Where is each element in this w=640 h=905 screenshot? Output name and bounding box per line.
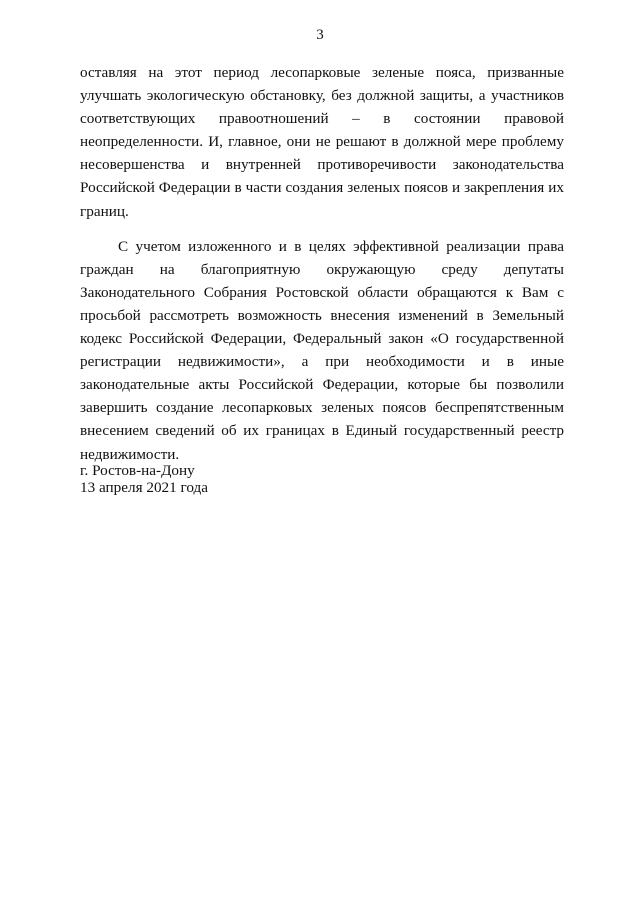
signoff-city: г. Ростов-на-Дону — [80, 462, 195, 479]
text-line: соответствующих правоотношений – в состоянии правовой — [80, 110, 564, 128]
text-line: кодекс Российской Федерации, Федеральный закон «О государственной — [80, 330, 564, 348]
text-line: регистрации недвижимости», а при необходимости и в иные — [80, 353, 564, 371]
text-line: неопределенности. И, главное, они не решают в должной мере проблему — [80, 133, 564, 151]
text-line: Российской Федерации в части создания зеленых поясов и закрепления их — [80, 179, 564, 197]
text-line: границ. — [80, 202, 129, 220]
signoff-block — [80, 462, 208, 496]
text-line: С учетом изложенного и в целях эффективной реализации права — [118, 237, 564, 255]
text-line: улучшать экологическую обстановку, без должной защиты, а участников — [80, 87, 564, 105]
text-line: недвижимости. — [80, 445, 180, 463]
text-line: оставляя на этот период лесопарковые зеленые пояса, призванные — [80, 64, 564, 81]
text-line: внесением сведений об их границах в Единый государственный реестр — [80, 422, 564, 440]
letter-body — [80, 61, 564, 466]
text-line: просьбой рассмотреть возможность внесения изменений в Земельный — [80, 306, 564, 324]
page-number: 3 — [316, 27, 324, 43]
signoff-date: 13 апреля 2021 года — [80, 479, 208, 496]
text-line: Законодательного Собрания Ростовской области обращаются к Вам с — [80, 283, 564, 301]
paragraph-1 — [80, 61, 564, 223]
text-line: несовершенства и внутренней противоречивости законодательства — [80, 156, 564, 174]
text-line: завершить создание лесопарковых зеленых поясов беспрепятственным — [80, 399, 564, 417]
text-line: граждан на благоприятную окружающую среду депутаты — [80, 260, 564, 278]
text-line: законодательные акты Российской Федерации, которые бы позволили — [80, 376, 564, 394]
paragraph-2 — [80, 235, 564, 466]
